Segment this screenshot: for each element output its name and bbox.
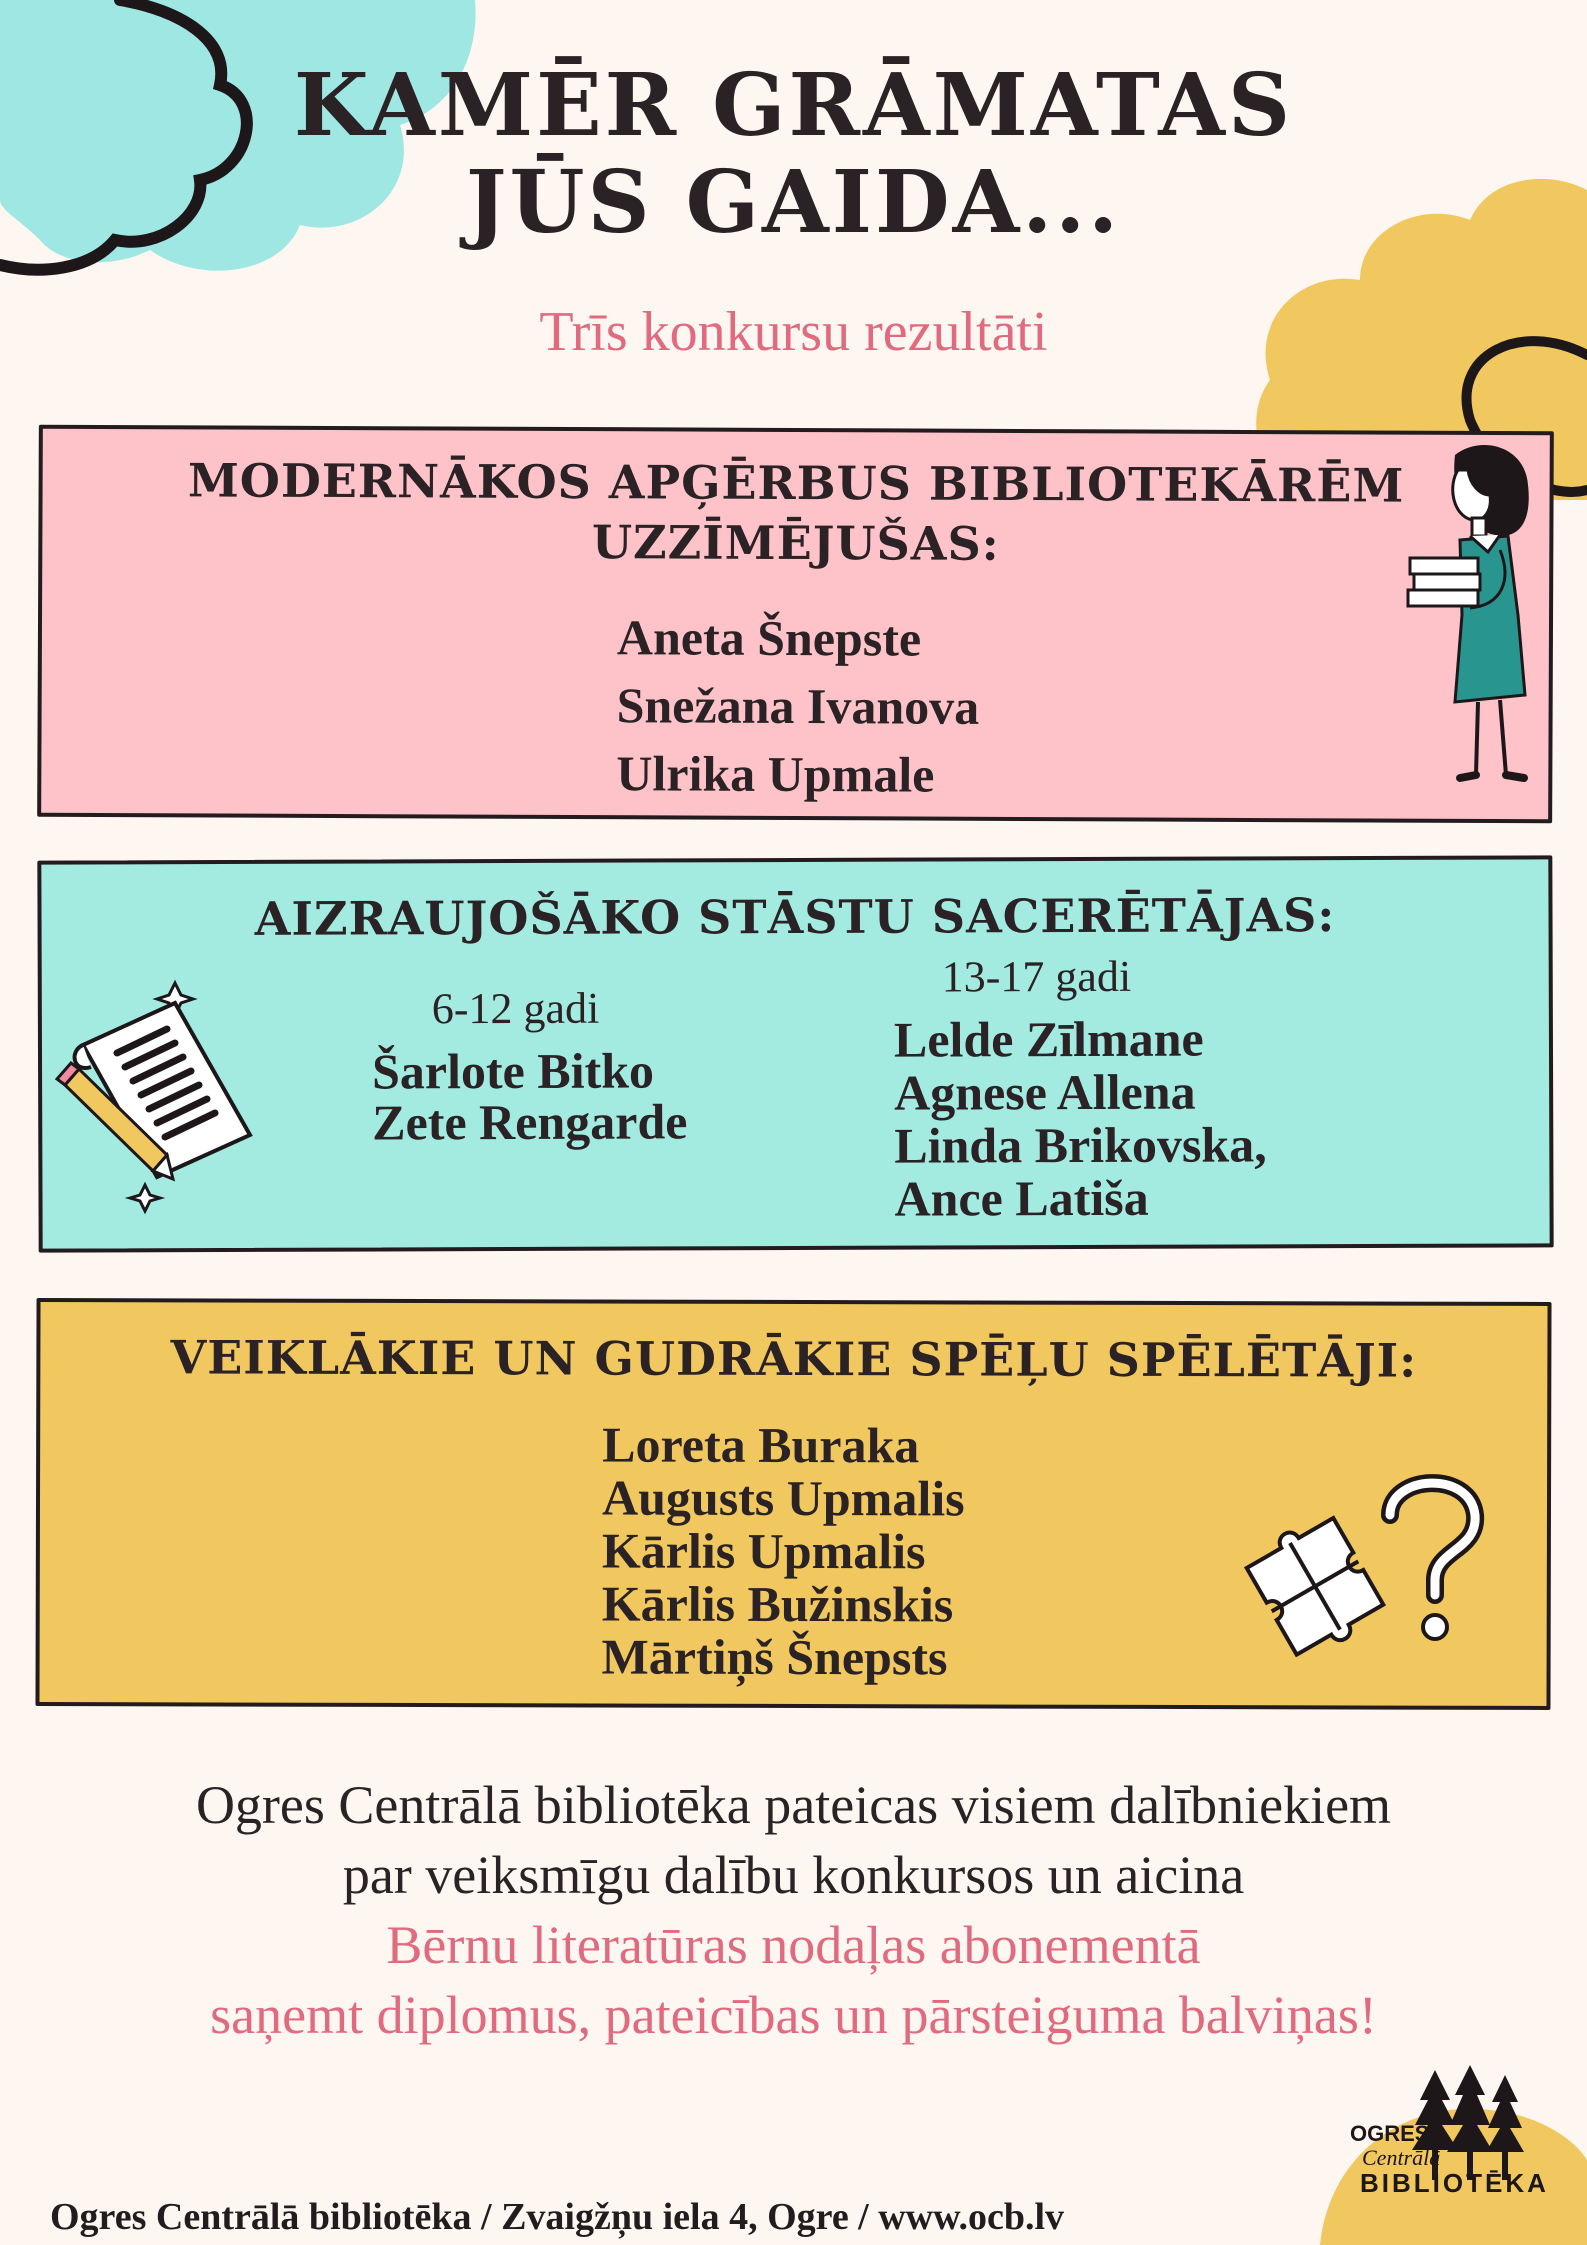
winner-name: Mārtiņš Šnepsts bbox=[601, 1628, 948, 1686]
winner-name: Zete Rengarde bbox=[372, 1093, 688, 1151]
thanks-line-1: Ogres Centrālā bibliotēka pateicas visiem dalībniekiem bbox=[195, 1775, 1392, 1835]
winner-name: Ulrika Upmale bbox=[616, 745, 935, 803]
puzzle-question-icon bbox=[1230, 1455, 1500, 1695]
logo-text-centrala: Centrālā bbox=[1362, 2145, 1441, 2170]
paper-and-pencil-icon bbox=[55, 965, 275, 1215]
winner-name: Aneta Šnepste bbox=[616, 609, 922, 667]
logo-text-biblioteka: BIBLIOTĒKA bbox=[1360, 2168, 1549, 2198]
winner-name: Loreta Buraka bbox=[602, 1416, 920, 1474]
winner-name: Lelde Zīlmane bbox=[893, 1010, 1204, 1068]
footer-address: Ogres Centrālā bibliotēka / Zvaigžņu iela 4, Ogre / www.ocb.lv bbox=[50, 2196, 1065, 2238]
winner-name: Kārlis Upmalis bbox=[601, 1522, 926, 1580]
winner-name: Linda Brikovska, bbox=[894, 1116, 1267, 1174]
winner-name: Kārlis Bužinskis bbox=[601, 1575, 954, 1633]
winner-name: Agnese Allena bbox=[894, 1063, 1196, 1121]
title-line-2: JŪS GAIDA... bbox=[465, 152, 1122, 253]
winner-name: Šarlote Bitko bbox=[371, 1042, 655, 1100]
subtitle: Trīs konkursu rezultāti bbox=[539, 301, 1048, 363]
section3-heading: VEIKLĀKIE UN GUDRĀKIE SPĒĻU SPĒLĒTĀJI: bbox=[170, 1330, 1418, 1388]
title-line-1: KAMĒR GRĀMATAS bbox=[293, 55, 1294, 156]
age-group-label: 6-12 gadi bbox=[431, 983, 600, 1034]
girl-with-books-icon bbox=[1400, 440, 1540, 800]
section1-heading-line2: UZZĪMĒJUŠAS: bbox=[591, 515, 1000, 571]
section1-heading-line1: MODERNĀKOS APĢĒRBUS BIBLIOTEKĀRĒM bbox=[187, 453, 1405, 513]
thanks-line-3: Bērnu literatūras nodaļas abonementā bbox=[386, 1915, 1201, 1975]
thanks-line-4: saņemt diplomus, pateicības un pārsteiguma balviņas! bbox=[210, 1985, 1377, 2045]
section-drawing-contest bbox=[37, 425, 1554, 824]
section2-heading: AIZRAUJOŠĀKO STĀSTU SACERĒTĀJAS: bbox=[254, 888, 1336, 946]
winner-name: Ance Latiša bbox=[894, 1169, 1149, 1227]
logo-text-ogres: OGRES bbox=[1350, 2121, 1430, 2146]
age-group-label: 13-17 gadi bbox=[941, 951, 1132, 1002]
thanks-line-2: par veiksmīgu dalību konkursos un aicina bbox=[342, 1845, 1245, 1905]
winner-name: Augusts Upmalis bbox=[601, 1469, 965, 1527]
winner-name: Snežana Ivanova bbox=[616, 677, 980, 735]
